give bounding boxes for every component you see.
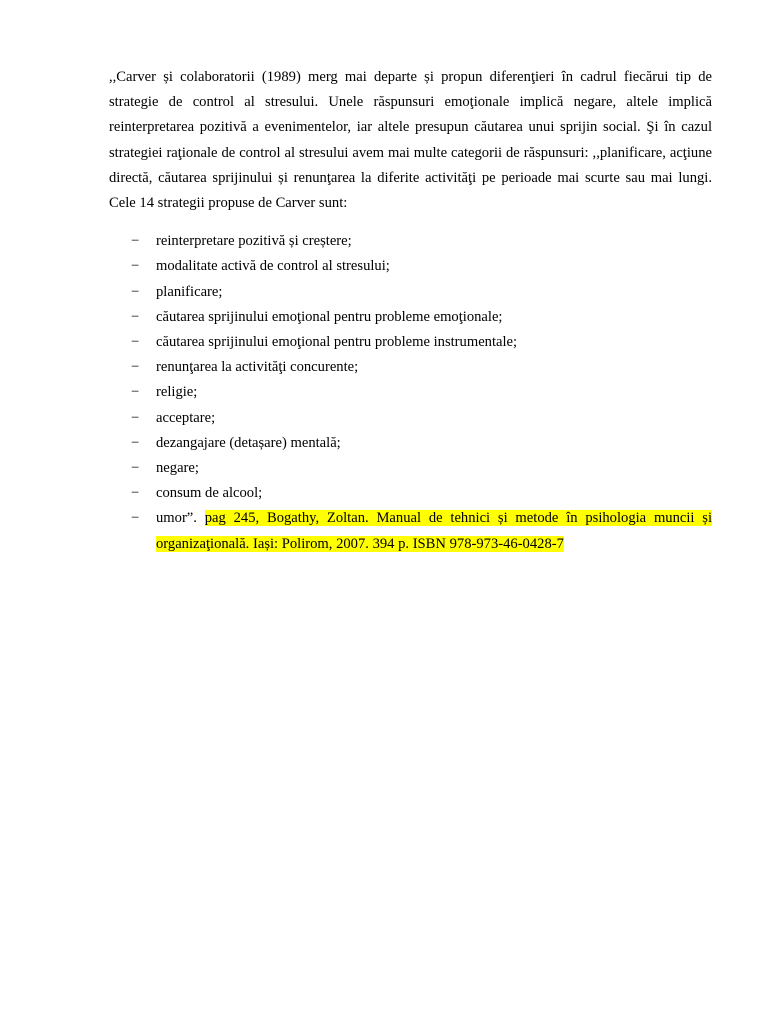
list-item — [109, 481, 712, 506]
dash-bullet: − — [131, 409, 140, 426]
dash-bullet: − — [131, 359, 140, 376]
list-item-last — [109, 506, 712, 556]
list-item — [109, 380, 712, 405]
list-item-text: dezangajare (detașare) mentală; — [156, 434, 341, 451]
list-item-text: modalitate activă de control al stresului; — [156, 258, 390, 275]
list-item-text: negare; — [156, 460, 199, 477]
dash-bullet: − — [131, 283, 140, 300]
document-page — [109, 65, 712, 557]
dash-bullet: − — [131, 334, 140, 351]
dash-bullet: − — [131, 308, 140, 325]
dash-bullet: − — [131, 384, 140, 401]
list-item — [109, 229, 712, 254]
list-item — [109, 254, 712, 279]
list-item-text: religie; — [156, 384, 198, 401]
list-item — [109, 431, 712, 456]
dash-bullet: − — [131, 485, 140, 502]
highlighted-citation: pag 245, Bogathy, Zoltan. Manual de tehnici și metode în psihologia muncii și organizaţională. Iași: Polirom, 2007. 394 p. ISBN 978-973-46-0428-7 — [156, 510, 713, 552]
list-item — [109, 330, 712, 355]
list-item — [109, 305, 712, 330]
list-item-text: căutarea sprijinului emoţional pentru probleme emoţionale; — [156, 308, 503, 325]
list-item — [109, 456, 712, 481]
list-item — [109, 355, 712, 380]
strategy-list — [109, 229, 712, 557]
list-item-text: consum de alcool; — [156, 485, 263, 502]
list-item-text: acceptare; — [156, 409, 216, 426]
dash-bullet: − — [131, 460, 140, 477]
list-item-text: umor”. — [156, 510, 197, 527]
list-item-text: renunţarea la activităţi concurente; — [156, 359, 359, 376]
list-item — [109, 280, 712, 305]
dash-bullet: − — [131, 258, 140, 275]
intro-paragraph: ,,Carver și colaboratorii (1989) merg mai departe și propun diferenţieri în cadrul fiecărui tip de strategie de control al stresului. Unele răspunsuri emoţionale implică negare, altele implică reinterpretarea pozitivă a evenimentelor, iar altele presupun căutarea unui sprijin social. Şi în cazul strategiei raţionale de control al stresului avem mai multe categorii de răspunsuri: ,,planificare, acţiune directă, căutarea sprijinului și renunţarea la diferite activităţi pe perioade mai scurte sau mai lungi. Cele 14 strategii propuse de Carver sunt: — [109, 69, 712, 212]
dash-bullet: − — [131, 510, 140, 527]
list-item-text: reinterpretare pozitivă și creștere; — [156, 233, 352, 250]
dash-bullet: − — [131, 233, 140, 250]
dash-bullet: − — [131, 434, 140, 451]
list-item — [109, 406, 712, 431]
list-item-text: planificare; — [156, 283, 223, 300]
list-item-text: căutarea sprijinului emoţional pentru probleme instrumentale; — [156, 334, 518, 351]
